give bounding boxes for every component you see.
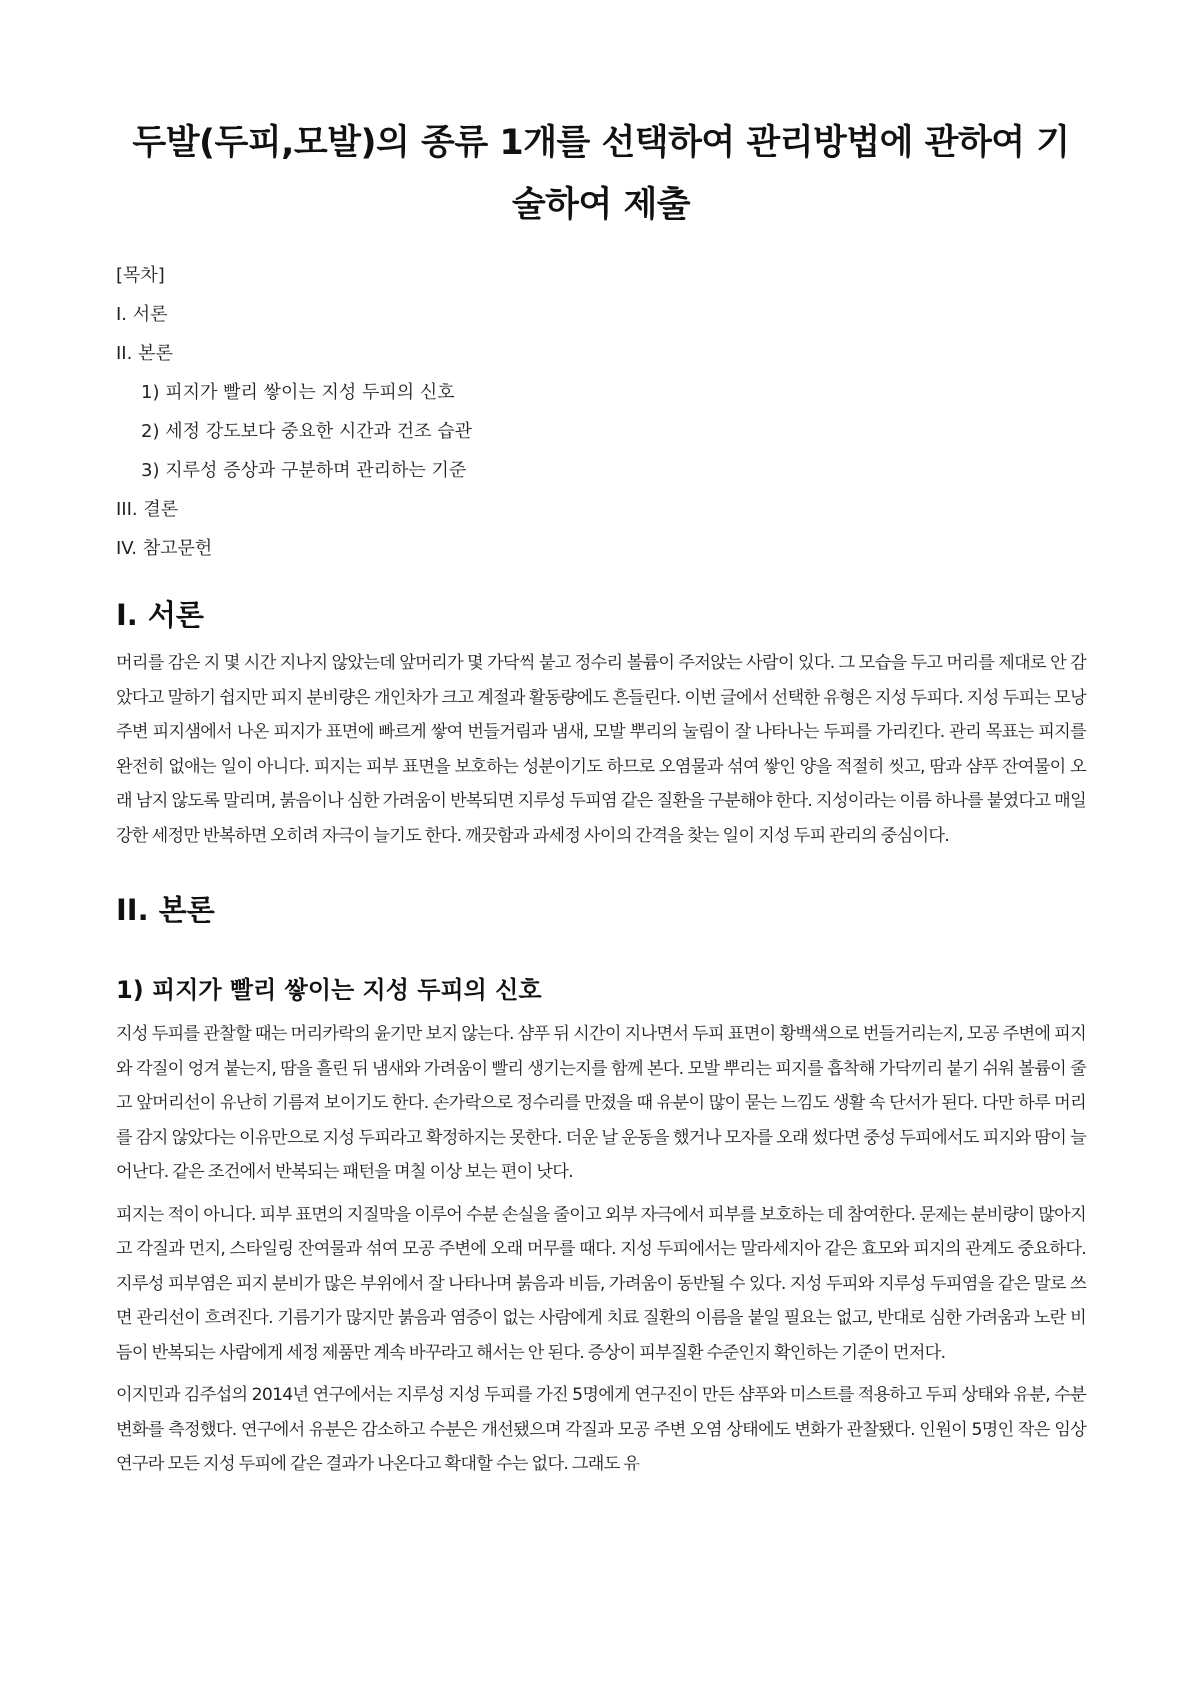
section-heading-intro: I. 서론 [116,598,204,632]
toc-item: I. 서론 [116,304,168,325]
toc-item: IV. 참고문헌 [116,538,213,559]
subsection-heading-oily-scalp-signs: 1) 피지가 빨리 쌓이는 지성 두피의 신호 [116,976,542,1004]
toc-subitem: 2) 세정 강도보다 중요한 시간과 건조 습관 [141,421,473,442]
table-of-contents [116,256,1086,568]
toc-item: II. 본론 [116,343,173,364]
toc-subitem: 3) 지루성 증상과 구분하며 관리하는 기준 [141,460,467,481]
body-paragraph: 지성 두피를 관찰할 때는 머리카락의 윤기만 보지 않는다. 샴푸 뒤 시간이 지나면서 두피 표면이 황백색으로 번들거리는지, 모공 주변에 피지와 각질이 엉겨 붙는지, 땀을 흘린 뒤 냄새와 가려움이 빨리 생기는지를 함께 본다. 모발 뿌리는 피지를 흡착해 가닥끼리 붙기 쉬워 볼륨이 줄고 앞머리선이 유난히 기름져 보이기도 한다. 손가락으로 정수리를 만졌을 때 유분이 많이 묻는 느낌도 생활 속 단서가 된다. 다만 하루 머리를 감지 않았다는 이유만으로 지성 두피라고 확정하지는 못한다. 더운 날 운동을 했거나 모자를 오래 썼다면 중성 두피에서도 피지와 땀이 늘어난다. 같은 조건에서 반복되는 패턴을 며칠 이상 보는 편이 낫다. [116,1024,1086,1182]
body-paragraph: 이지민과 김주섭의 2014년 연구에서는 지루성 지성 두피를 가진 5명에게 연구진이 만든 샴푸와 미스트를 적용하고 두피 상태와 유분, 수분 변화를 측정했다. 연구에서 유분은 감소하고 수분은 개선됐으며 각질과 모공 주변 오염 상태에도 변화가 관찰됐다. 인원이 5명인 작은 임상 연구라 모든 지성 두피에 같은 결과가 나온다고 확대할 수는 없다. 그래도 유 [116,1385,1086,1474]
toc-item: III. 결론 [116,499,179,520]
intro-paragraph: 머리를 감은 지 몇 시간 지나지 않았는데 앞머리가 몇 가닥씩 붙고 정수리 볼륨이 주저앉는 사람이 있다. 그 모습을 두고 머리를 제대로 안 감았다고 말하기 쉽지만 피지 분비량은 개인차가 크고 계절과 활동량에도 흔들린다. 이번 글에서 선택한 유형은 지성 두피다. 지성 두피는 모낭 주변 피지샘에서 나온 피지가 표면에 빠르게 쌓여 번들거림과 냄새, 모발 뿌리의 눌림이 잘 나타나는 두피를 가리킨다. 관리 목표는 피지를 완전히 없애는 일이 아니다. 피지는 피부 표면을 보호하는 성분이기도 하므로 오염물과 섞여 쌓인 양을 적절히 씻고, 땀과 샴푸 잔여물이 오래 남지 않도록 말리며, 붉음이나 심한 가려움이 반복되면 지루성 두피염 같은 질환을 구분해야 한다. 지성이라는 이름 하나를 붙였다고 매일 강한 세정만 반복하면 오히려 자극이 늘기도 한다. 깨끗함과 과세정 사이의 간격을 찾는 일이 지성 두피 관리의 중심이다. [116,653,1086,846]
section-heading-body: II. 본론 [116,893,215,927]
toc-heading: [목차] [116,265,165,286]
document-content [116,0,1086,1482]
document-title: 두발(두피,모발)의 종류 1개를 선택하여 관리방법에 관하여 기술하여 제출 [132,123,1070,225]
toc-subitem: 1) 피지가 빨리 쌓이는 지성 두피의 신호 [141,382,455,403]
body-paragraph: 피지는 적이 아니다. 피부 표면의 지질막을 이루어 수분 손실을 줄이고 외부 자극에서 피부를 보호하는 데 참여한다. 문제는 분비량이 많아지고 각질과 먼지, 스타일링 잔여물과 섞여 모공 주변에 오래 머무를 때다. 지성 두피에서는 말라세지아 같은 효모와 피지의 관계도 중요하다. 지루성 피부염은 피지 분비가 많은 부위에서 잘 나타나며 붉음과 비듬, 가려움이 동반될 수 있다. 지성 두피와 지루성 두피염을 같은 말로 쓰면 관리선이 흐려진다. 기름기가 많지만 붉음과 염증이 없는 사람에게 치료 질환의 이름을 붙일 필요는 없고, 반대로 심한 가려움과 노란 비듬이 반복되는 사람에게 세정 제품만 계속 바꾸라고 해서는 안 된다. 증상이 피부질환 수준인지 확인하는 기준이 먼저다. [116,1204,1086,1363]
